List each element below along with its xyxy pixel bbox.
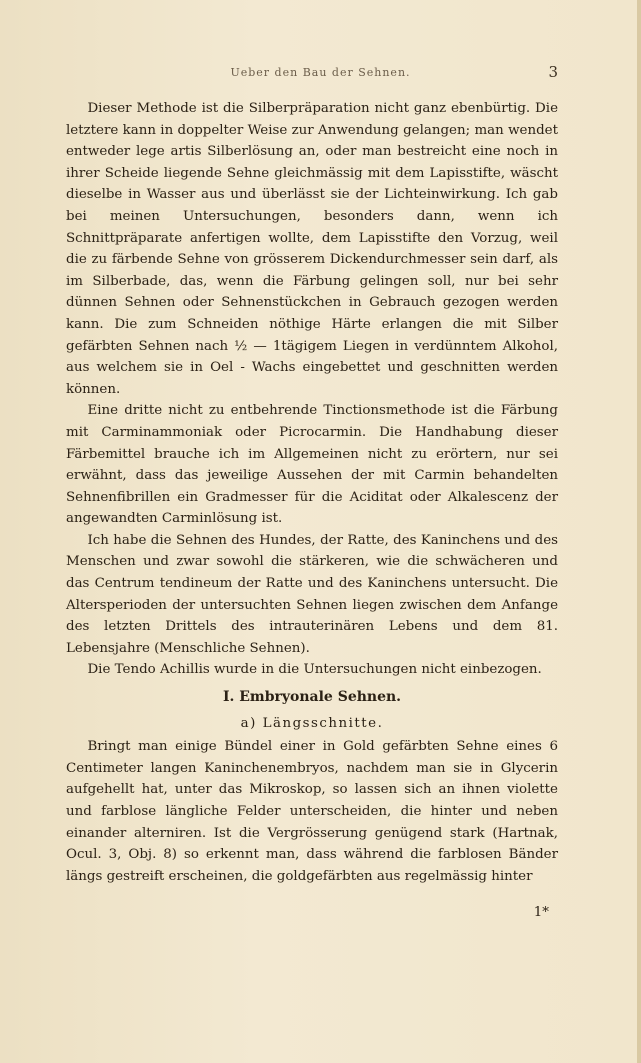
paragraph-specimens: Ich habe die Sehnen des Hundes, der Ratte, des Kaninchens und des Menschen und zwar sowohl die stärkeren, wie die schwächeren und das Centrum tendineum der Ratte und des Kaninchens untersucht. Die Altersperioden der untersuchten Sehnen liegen zwischen dem Anfange des letzten Drittels des intrauterinären Lebens und dem 81. Lebensjahre (Menschliche Sehnen). xyxy=(66,532,558,656)
paragraph-carmine-method: Eine dritte nicht zu entbehrende Tinctionsmethode ist die Färbung mit Carminammoniak oder Picrocarmin. Die Handhabung dieser Färbemittel brauche ich im Allgemeinen nicht zu erörtern, nur sei erwähnt, dass das jeweilige Aussehen der mit Carmin behandelten Sehnenfibrillen ein Gradmesser für die Aciditat oder Alkalescenz der angewandten Carminlösung ist. xyxy=(66,403,558,527)
page-edge xyxy=(637,0,641,1063)
subsection-heading: a) Längsschnitte. xyxy=(240,715,384,731)
paragraph-silver-method: Dieser Methode ist die Silberpräparation nicht ganz ebenbürtig. Die letztere kann in doppelter Weise zur Anwendung gelangen; man wendet entweder lege artis Silberlösung an, oder man bestreicht eine noch in ihrer Scheide liegende Sehne gleichmässig mit dem Lapisstifte, wäscht dieselbe in Wasser aus und überlässt sie der Lichteinwirkung. Ich gab bei meinen Untersuchungen, besonders dann, wenn ich Schnittpräparate anfertigen wollte, dem Lapisstifte den Vorzug, weil die zu färbende Sehne von grösserem Dickendurchmesser sein darf, als im Silberbade, das, wenn die Färbung gelingen soll, nur bei sehr dünnen Sehnen oder Sehnenstückchen in Gebrauch gezogen werden kann. Die zum Schneiden nöthige Härte erlangen die mit Silber gefärbten Sehnen nach ½ — 1tägigem Liegen in verdünntem Alkohol, aus welchem sie in Oel - Wachs eingebettet und geschnitten werden können. xyxy=(66,101,558,397)
page-number: 3 xyxy=(548,63,558,81)
running-head-title: Ueber den Bau der Sehnen. xyxy=(230,66,411,79)
body-text xyxy=(66,98,558,887)
section-heading: I. Embryonale Sehnen. xyxy=(222,689,402,706)
signature-mark: 1* xyxy=(533,905,549,920)
paragraph-tendo-achillis: Die Tendo Achillis wurde in die Untersuchungen nicht einbezogen. xyxy=(87,662,542,678)
running-head xyxy=(0,63,641,86)
paragraph-gold-staining: Bringt man einige Bündel einer in Gold gefärbten Sehne eines 6 Centimeter langen Kaninchenembryos, nachdem man sie in Glycerin aufgehellt hat, unter das Mikroskop, so lassen sich an ihnen violette und farblose längliche Felder unterscheiden, die hinter und neben einander alterniren. Ist die Vergrösserung genügend stark (Hartnak, Ocul. 3, Obj. 8) so erkennt man, dass während die farblosen Bänder längs gestreift erscheinen, die goldgefärbten aus regelmässig hinter xyxy=(66,739,558,884)
